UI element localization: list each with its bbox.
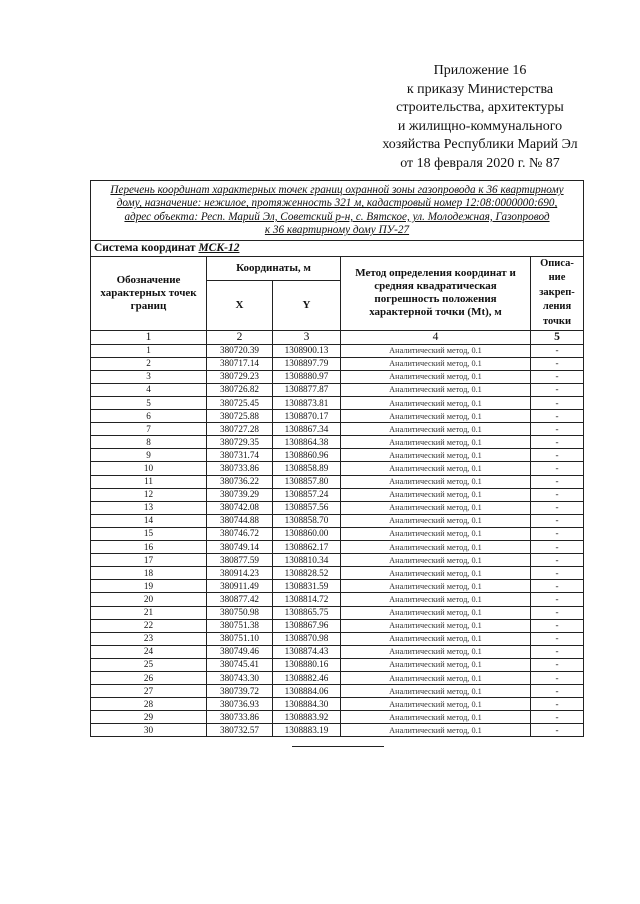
appendix-line: и жилищно-коммунального [397, 118, 563, 134]
cell-y: 1308831.59 [273, 580, 341, 593]
header-desc-line: Описа- [540, 257, 574, 269]
cell-method: Аналитический метод, 0.1 [341, 370, 531, 383]
cell-point-number: 28 [91, 698, 207, 711]
table-row [91, 685, 584, 698]
appendix-header [360, 62, 600, 173]
table-row [91, 541, 584, 554]
cell-y: 1308873.81 [273, 397, 341, 410]
cell-method: Аналитический метод, 0.1 [341, 462, 531, 475]
cell-point-number: 13 [91, 501, 207, 514]
cell-y: 1308810.34 [273, 554, 341, 567]
table-row [91, 397, 584, 410]
cell-description: - [531, 541, 584, 554]
cell-y: 1308858.89 [273, 462, 341, 475]
cell-point-number: 25 [91, 658, 207, 671]
table-title-line: дому, назначение: нежилое, протяженность 321 м, кадастровый номер 12:08:0000000:690, [116, 197, 558, 210]
cell-x: 380736.22 [207, 475, 273, 488]
cell-x: 380726.82 [207, 383, 273, 396]
table-row [91, 370, 584, 383]
table-row [91, 593, 584, 606]
column-number: 2 [207, 330, 273, 344]
cell-x: 380729.23 [207, 370, 273, 383]
cell-x: 380732.57 [207, 724, 273, 737]
cell-x: 380739.29 [207, 488, 273, 501]
header-x: X [207, 280, 273, 330]
cell-method: Аналитический метод, 0.1 [341, 449, 531, 462]
cell-y: 1308858.70 [273, 514, 341, 527]
cell-method: Аналитический метод, 0.1 [341, 436, 531, 449]
cell-x: 380749.46 [207, 645, 273, 658]
table-row [91, 698, 584, 711]
cell-y: 1308828.52 [273, 567, 341, 580]
cell-y: 1308870.98 [273, 632, 341, 645]
appendix-line: к приказу Министерства [406, 81, 554, 97]
cell-point-number: 30 [91, 724, 207, 737]
cell-description: - [531, 436, 584, 449]
cell-description: - [531, 671, 584, 684]
cell-point-number: 21 [91, 606, 207, 619]
cell-method: Аналитический метод, 0.1 [341, 357, 531, 370]
cell-x: 380736.93 [207, 698, 273, 711]
cell-description: - [531, 593, 584, 606]
cell-description: - [531, 410, 584, 423]
cell-description: - [531, 357, 584, 370]
cell-x: 380749.14 [207, 541, 273, 554]
cell-description: - [531, 567, 584, 580]
cell-x: 380877.59 [207, 554, 273, 567]
cell-description: - [531, 658, 584, 671]
cell-method: Аналитический метод, 0.1 [341, 488, 531, 501]
coordinates-table [90, 180, 584, 737]
cell-x: 380744.88 [207, 514, 273, 527]
cell-y: 1308883.19 [273, 724, 341, 737]
cell-point-number: 8 [91, 436, 207, 449]
header-desc-line: закреп- [539, 286, 575, 298]
cell-y: 1308870.17 [273, 410, 341, 423]
cell-method: Аналитический метод, 0.1 [341, 593, 531, 606]
cell-y: 1308862.17 [273, 541, 341, 554]
coordinate-system-value: МСК-12 [198, 242, 240, 255]
cell-method: Аналитический метод, 0.1 [341, 606, 531, 619]
cell-y: 1308857.80 [273, 475, 341, 488]
cell-description: - [531, 527, 584, 540]
cell-method: Аналитический метод, 0.1 [341, 423, 531, 436]
cell-point-number: 6 [91, 410, 207, 423]
cell-x: 380877.42 [207, 593, 273, 606]
cell-method: Аналитический метод, 0.1 [341, 501, 531, 514]
cell-x: 380729.35 [207, 436, 273, 449]
cell-x: 380750.98 [207, 606, 273, 619]
cell-method: Аналитический метод, 0.1 [341, 698, 531, 711]
header-desc-line: ние [548, 272, 566, 284]
cell-y: 1308814.72 [273, 593, 341, 606]
cell-method: Аналитический метод, 0.1 [341, 410, 531, 423]
table-row [91, 580, 584, 593]
cell-x: 380742.08 [207, 501, 273, 514]
cell-point-number: 3 [91, 370, 207, 383]
cell-point-number: 4 [91, 383, 207, 396]
table-title-line: адрес объекта: Респ. Марий Эл, Советский р-н, с. Вятское, ул. Молодежная, Газопровод [124, 210, 550, 223]
cell-point-number: 12 [91, 488, 207, 501]
cell-y: 1308880.16 [273, 658, 341, 671]
cell-point-number: 16 [91, 541, 207, 554]
header-y: Y [273, 280, 341, 330]
column-number: 5 [531, 330, 584, 344]
cell-method: Аналитический метод, 0.1 [341, 514, 531, 527]
cell-point-number: 26 [91, 671, 207, 684]
cell-y: 1308884.06 [273, 685, 341, 698]
cell-point-number: 14 [91, 514, 207, 527]
cell-method: Аналитический метод, 0.1 [341, 383, 531, 396]
cell-description: - [531, 514, 584, 527]
cell-point-number: 19 [91, 580, 207, 593]
cell-description: - [531, 449, 584, 462]
cell-point-number: 2 [91, 357, 207, 370]
cell-description: - [531, 344, 584, 357]
cell-method: Аналитический метод, 0.1 [341, 645, 531, 658]
cell-x: 380720.39 [207, 344, 273, 357]
cell-description: - [531, 606, 584, 619]
cell-y: 1308877.87 [273, 383, 341, 396]
cell-point-number: 27 [91, 685, 207, 698]
table-row [91, 645, 584, 658]
cell-y: 1308864.38 [273, 436, 341, 449]
cell-x: 380743.30 [207, 671, 273, 684]
cell-y: 1308857.56 [273, 501, 341, 514]
cell-point-number: 18 [91, 567, 207, 580]
cell-description: - [531, 554, 584, 567]
column-number: 1 [91, 330, 207, 344]
table-row [91, 567, 584, 580]
table-row [91, 488, 584, 501]
cell-description: - [531, 423, 584, 436]
cell-point-number: 22 [91, 619, 207, 632]
column-number: 4 [341, 330, 531, 344]
table-row [91, 724, 584, 737]
cell-x: 380727.28 [207, 423, 273, 436]
cell-x: 380731.74 [207, 449, 273, 462]
cell-y: 1308860.00 [273, 527, 341, 540]
column-numbers-row [91, 330, 584, 344]
header-coords: Координаты, м [207, 256, 341, 280]
table-row [91, 423, 584, 436]
cell-y: 1308883.92 [273, 711, 341, 724]
cell-x: 380739.72 [207, 685, 273, 698]
cell-point-number: 5 [91, 397, 207, 410]
cell-method: Аналитический метод, 0.1 [341, 685, 531, 698]
cell-method: Аналитический метод, 0.1 [341, 475, 531, 488]
cell-y: 1308874.43 [273, 645, 341, 658]
cell-y: 1308860.96 [273, 449, 341, 462]
cell-x: 380725.88 [207, 410, 273, 423]
table-row [91, 436, 584, 449]
cell-description: - [531, 698, 584, 711]
cell-x: 380733.86 [207, 462, 273, 475]
cell-point-number: 15 [91, 527, 207, 540]
cell-description: - [531, 462, 584, 475]
cell-x: 380751.38 [207, 619, 273, 632]
cell-point-number: 20 [91, 593, 207, 606]
cell-description: - [531, 645, 584, 658]
cell-method: Аналитический метод, 0.1 [341, 397, 531, 410]
cell-method: Аналитический метод, 0.1 [341, 541, 531, 554]
cell-point-number: 24 [91, 645, 207, 658]
table-row [91, 671, 584, 684]
cell-x: 380717.14 [207, 357, 273, 370]
header-desc-line: точки [542, 315, 572, 327]
cell-x: 380725.45 [207, 397, 273, 410]
cell-method: Аналитический метод, 0.1 [341, 344, 531, 357]
table-row [91, 619, 584, 632]
header-method: Метод определения координат и средняя квадратическая погрешность положения характерной точки (Mt), м [341, 256, 531, 330]
cell-method: Аналитический метод, 0.1 [341, 580, 531, 593]
cell-y: 1308882.46 [273, 671, 341, 684]
table-row [91, 344, 584, 357]
cell-method: Аналитический метод, 0.1 [341, 567, 531, 580]
cell-x: 380745.41 [207, 658, 273, 671]
table-row [91, 357, 584, 370]
cell-description: - [531, 724, 584, 737]
cell-y: 1308884.30 [273, 698, 341, 711]
table-row [91, 449, 584, 462]
coordinate-system-row [91, 240, 584, 256]
header-point: Обозначение характерных точек границ [91, 256, 207, 330]
appendix-line: хозяйства Республики Марий Эл [382, 137, 578, 152]
table-row [91, 527, 584, 540]
cell-description: - [531, 501, 584, 514]
cell-method: Аналитический метод, 0.1 [341, 711, 531, 724]
appendix-line: Приложение 16 [433, 63, 527, 78]
table-title-line: к 36 квартирному дому ПУ-27 [264, 224, 410, 237]
cell-description: - [531, 711, 584, 724]
cell-point-number: 23 [91, 632, 207, 645]
cell-x: 380751.10 [207, 632, 273, 645]
table-row [91, 410, 584, 423]
cell-description: - [531, 632, 584, 645]
cell-y: 1308900.13 [273, 344, 341, 357]
cell-description: - [531, 383, 584, 396]
header-description [531, 256, 584, 330]
cell-y: 1308867.96 [273, 619, 341, 632]
cell-method: Аналитический метод, 0.1 [341, 554, 531, 567]
table-row [91, 711, 584, 724]
table-row [91, 606, 584, 619]
cell-description: - [531, 475, 584, 488]
coordinate-system-label: Система координат [94, 242, 196, 255]
table-row [91, 632, 584, 645]
cell-y: 1308897.79 [273, 357, 341, 370]
cell-point-number: 29 [91, 711, 207, 724]
cell-point-number: 10 [91, 462, 207, 475]
column-number: 3 [273, 330, 341, 344]
cell-method: Аналитический метод, 0.1 [341, 619, 531, 632]
cell-description: - [531, 370, 584, 383]
cell-y: 1308867.34 [273, 423, 341, 436]
cell-method: Аналитический метод, 0.1 [341, 724, 531, 737]
table-row [91, 554, 584, 567]
cell-point-number: 17 [91, 554, 207, 567]
table-row [91, 383, 584, 396]
cell-description: - [531, 619, 584, 632]
table-title [91, 181, 584, 241]
table-row [91, 514, 584, 527]
cell-x: 380733.86 [207, 711, 273, 724]
cell-point-number: 7 [91, 423, 207, 436]
appendix-line: строительства, архитектуры [396, 100, 564, 115]
cell-description: - [531, 685, 584, 698]
appendix-line: от 18 февраля 2020 г. № 87 [400, 155, 560, 171]
table-row [91, 658, 584, 671]
cell-method: Аналитический метод, 0.1 [341, 671, 531, 684]
header-desc-line: ления [542, 301, 572, 313]
cell-y: 1308865.75 [273, 606, 341, 619]
table-row [91, 501, 584, 514]
table-row [91, 475, 584, 488]
cell-method: Аналитический метод, 0.1 [341, 658, 531, 671]
cell-x: 380914.23 [207, 567, 273, 580]
cell-y: 1308880.97 [273, 370, 341, 383]
cell-method: Аналитический метод, 0.1 [341, 527, 531, 540]
cell-point-number: 9 [91, 449, 207, 462]
cell-x: 380746.72 [207, 527, 273, 540]
cell-point-number: 11 [91, 475, 207, 488]
cell-point-number: 1 [91, 344, 207, 357]
cell-description: - [531, 397, 584, 410]
cell-x: 380911.49 [207, 580, 273, 593]
cell-method: Аналитический метод, 0.1 [341, 632, 531, 645]
signature-divider [292, 746, 384, 747]
table-row [91, 462, 584, 475]
cell-y: 1308857.24 [273, 488, 341, 501]
table-title-line: Перечень координат характерных точек границ охранной зоны газопровода к 36 квартирному [110, 184, 564, 196]
cell-description: - [531, 488, 584, 501]
cell-description: - [531, 580, 584, 593]
